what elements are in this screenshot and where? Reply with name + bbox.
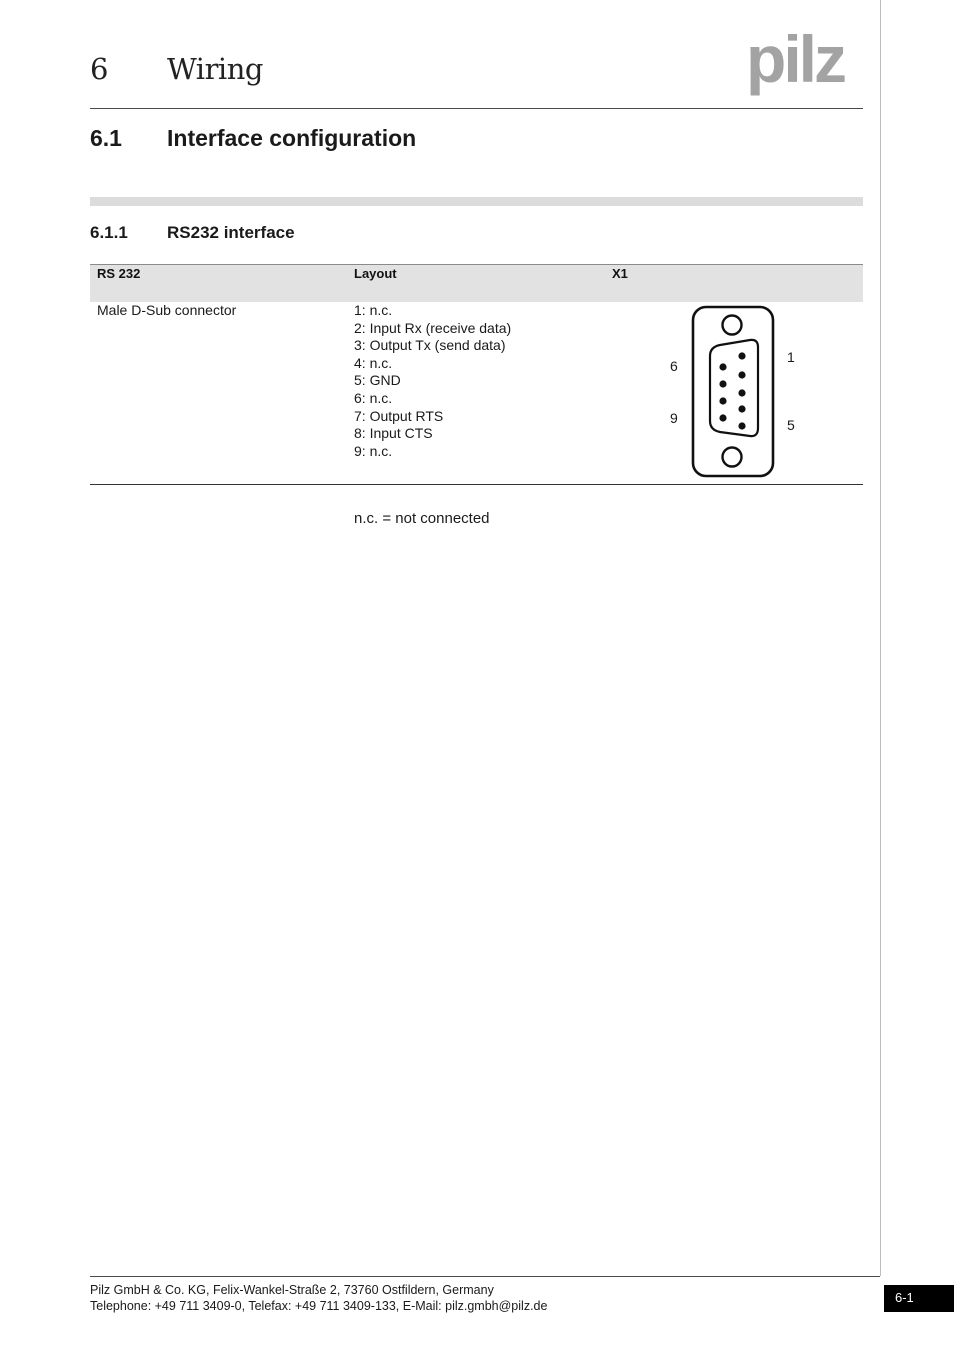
pin-layout-item: 6: n.c. — [354, 389, 393, 406]
pin-layout-item: 2: Input Rx (receive data) — [354, 319, 512, 336]
pin-label-9: 9 — [670, 410, 678, 426]
table-header-x1: X1 — [612, 266, 628, 281]
pin-dot — [738, 422, 745, 429]
pin-layout-item: 5: GND — [354, 372, 401, 389]
footnote-not-connected: n.c. = not connected — [354, 510, 490, 527]
pin-dot — [719, 363, 726, 370]
page-number-tab: 6-1 — [884, 1285, 954, 1312]
pin-label-1: 1 — [787, 349, 795, 365]
pin-label-6: 6 — [670, 358, 678, 374]
pin-layout-item: 3: Output Tx (send data) — [354, 337, 506, 354]
connector-dshape — [710, 340, 758, 436]
pin-layout-list — [354, 302, 511, 460]
section-title: Interface configuration — [167, 125, 417, 151]
mounting-hole-bottom — [723, 448, 742, 467]
pin-dot — [738, 371, 745, 378]
table-bottom-rule — [90, 484, 863, 485]
pin-dot — [719, 414, 726, 421]
pin-label-5: 5 — [787, 417, 795, 433]
connector-type-cell: Male D-Sub connector — [97, 302, 237, 318]
table-header-rs232: RS 232 — [97, 266, 141, 281]
chapter-title: Wiring — [167, 52, 263, 86]
section-number: 6.1 — [90, 125, 122, 151]
header-rule — [90, 108, 863, 109]
footer-contact: Telephone: +49 711 3409-0, Telefax: +49 711 3409-133, E-Mail: pilz.gmbh@pilz.de — [90, 1299, 548, 1313]
pin-dot — [719, 380, 726, 387]
pilz-logo — [746, 26, 866, 96]
pin-layout-item: 7: Output RTS — [354, 407, 444, 424]
pin-dot — [738, 405, 745, 412]
pin-dot — [738, 352, 745, 359]
page-margin-rule — [880, 0, 881, 1276]
footer-rule — [90, 1276, 880, 1277]
pin-dot — [738, 389, 745, 396]
pin-layout-item: 4: n.c. — [354, 354, 393, 371]
footer-address: Pilz GmbH & Co. KG, Felix-Wankel-Straße 2, 73760 Ostfildern, Germany — [90, 1283, 494, 1297]
pin-dot — [719, 397, 726, 404]
subsection-title: RS232 interface — [167, 223, 295, 242]
subsection-number: 6.1.1 — [90, 223, 128, 242]
table-header-row — [90, 264, 863, 302]
chapter-number: 6 — [90, 52, 109, 86]
pin-layout-item: 1: n.c. — [354, 302, 393, 318]
pin-layout-item: 8: Input CTS — [354, 425, 433, 442]
mounting-hole-top — [723, 316, 742, 335]
pin-layout-item: 9: n.c. — [354, 442, 393, 459]
logo-wordmark: pilz — [746, 26, 844, 96]
section-divider-bar — [90, 197, 863, 206]
dsub9-connector-diagram — [660, 300, 810, 485]
connector-shell — [693, 307, 773, 476]
table-header-layout: Layout — [354, 266, 397, 281]
